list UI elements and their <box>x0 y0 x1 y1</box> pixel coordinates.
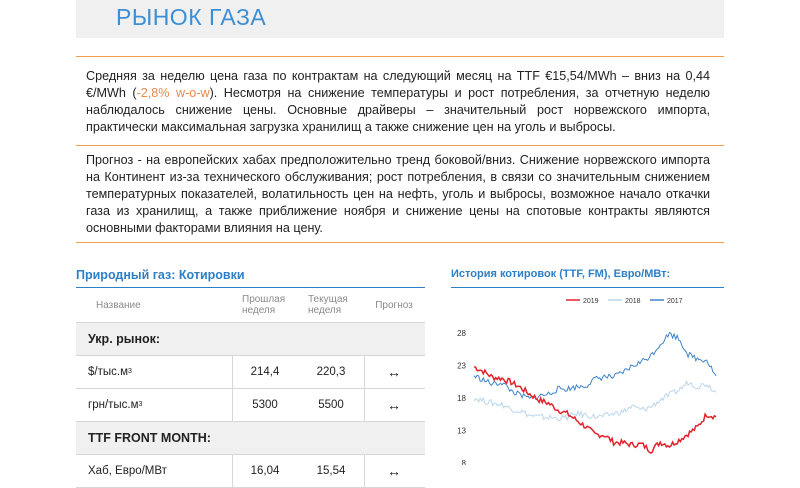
divider-top <box>76 56 724 57</box>
y-tick-label: 28 <box>457 329 466 338</box>
table-row <box>76 356 425 389</box>
row-name: грн/тыс.м 3 <box>88 399 143 411</box>
divider-bottom <box>76 242 724 243</box>
horizontal-arrow-icon: ↔ <box>387 397 401 413</box>
quotes-table <box>76 288 425 488</box>
row-cur-value: 220,3 <box>316 366 346 378</box>
series-line-2018 <box>474 381 716 420</box>
row-cur-value: 5500 <box>318 399 344 411</box>
group-row-ttf <box>76 422 425 455</box>
price-history-chart <box>448 290 724 465</box>
col-forecast-header: Прогноз <box>375 299 413 311</box>
y-tick-label: 23 <box>457 361 466 371</box>
row-prev-value: 16,04 <box>250 465 280 477</box>
col-name-header: Название <box>96 299 141 311</box>
row-prev-value: 214,4 <box>250 366 280 378</box>
y-tick-label: 8 <box>461 459 466 465</box>
table-row <box>76 389 425 422</box>
quotes-title: Природный газ: Котировки <box>76 268 245 282</box>
col-prev-header: Прошлая неделя <box>242 294 286 316</box>
chart-title-rule <box>451 287 724 288</box>
group-label: Укр. рынок: <box>88 332 161 346</box>
legend-label-2017: 2017 <box>667 298 683 305</box>
summary-text-2: ). Несмотря на снижение температуры и рост потребления, за отчетную неделю наблюдалось снижение цены. Основные драйверы – значительный рост норвежского импорта, практически максимальная загрузка хранилищ а также снижение цен на уголь и выбросы. <box>86 86 710 134</box>
chart-title: История котировок (TTF, FM), Евро/МВт: <box>451 268 671 280</box>
row-prev-value: 5300 <box>252 399 278 411</box>
summary-text-1: Средняя за неделю цена газа по контрактам на следующий месяц на TTF €15,54/MWh – вниз на 0,44 €/MWh ( <box>86 69 710 100</box>
row-cur-value: 15,54 <box>316 465 346 477</box>
weekly-change: -2,8% w-o-w <box>136 86 210 100</box>
y-axis <box>457 329 466 465</box>
y-tick-label: 13 <box>457 426 466 436</box>
page-title: РЫНОК ГАЗА <box>116 4 267 30</box>
row-name: $/тыс.м 3 <box>88 366 132 378</box>
y-tick-label: 18 <box>457 394 466 403</box>
divider-middle <box>76 145 724 146</box>
table-header-row <box>76 288 425 323</box>
summary-paragraph <box>86 68 710 136</box>
horizontal-arrow-icon: ↔ <box>387 364 401 380</box>
title-band <box>76 0 724 38</box>
table-row <box>76 455 425 488</box>
legend-label-2019: 2019 <box>583 298 599 305</box>
chart-legend <box>566 298 683 305</box>
series-lines <box>474 333 716 454</box>
group-row-ukr <box>76 323 425 356</box>
row-name: Хаб, Евро/МВт <box>88 465 167 477</box>
group-label: TTF FRONT MONTH: <box>88 431 211 445</box>
col-cur-header: Текущая неделя <box>308 294 348 316</box>
series-line-2019 <box>474 367 716 453</box>
horizontal-arrow-icon: ↔ <box>387 463 401 479</box>
forecast-paragraph: Прогноз - на европейских хабах предположительно тренд боковой/вниз. Снижение норвежского импорта на Континент из-за технического обслуживания; рост потребления, в связи со значительным снижением температурных показателей, волатильность цен на нефть, уголь и выбросы, возможное начало откачки газа из хранилищ, а также приближение ноября и снижение цены на спотовые контракты являются основными факторами влияния на цену. <box>86 153 710 235</box>
legend-label-2018: 2018 <box>625 298 641 305</box>
